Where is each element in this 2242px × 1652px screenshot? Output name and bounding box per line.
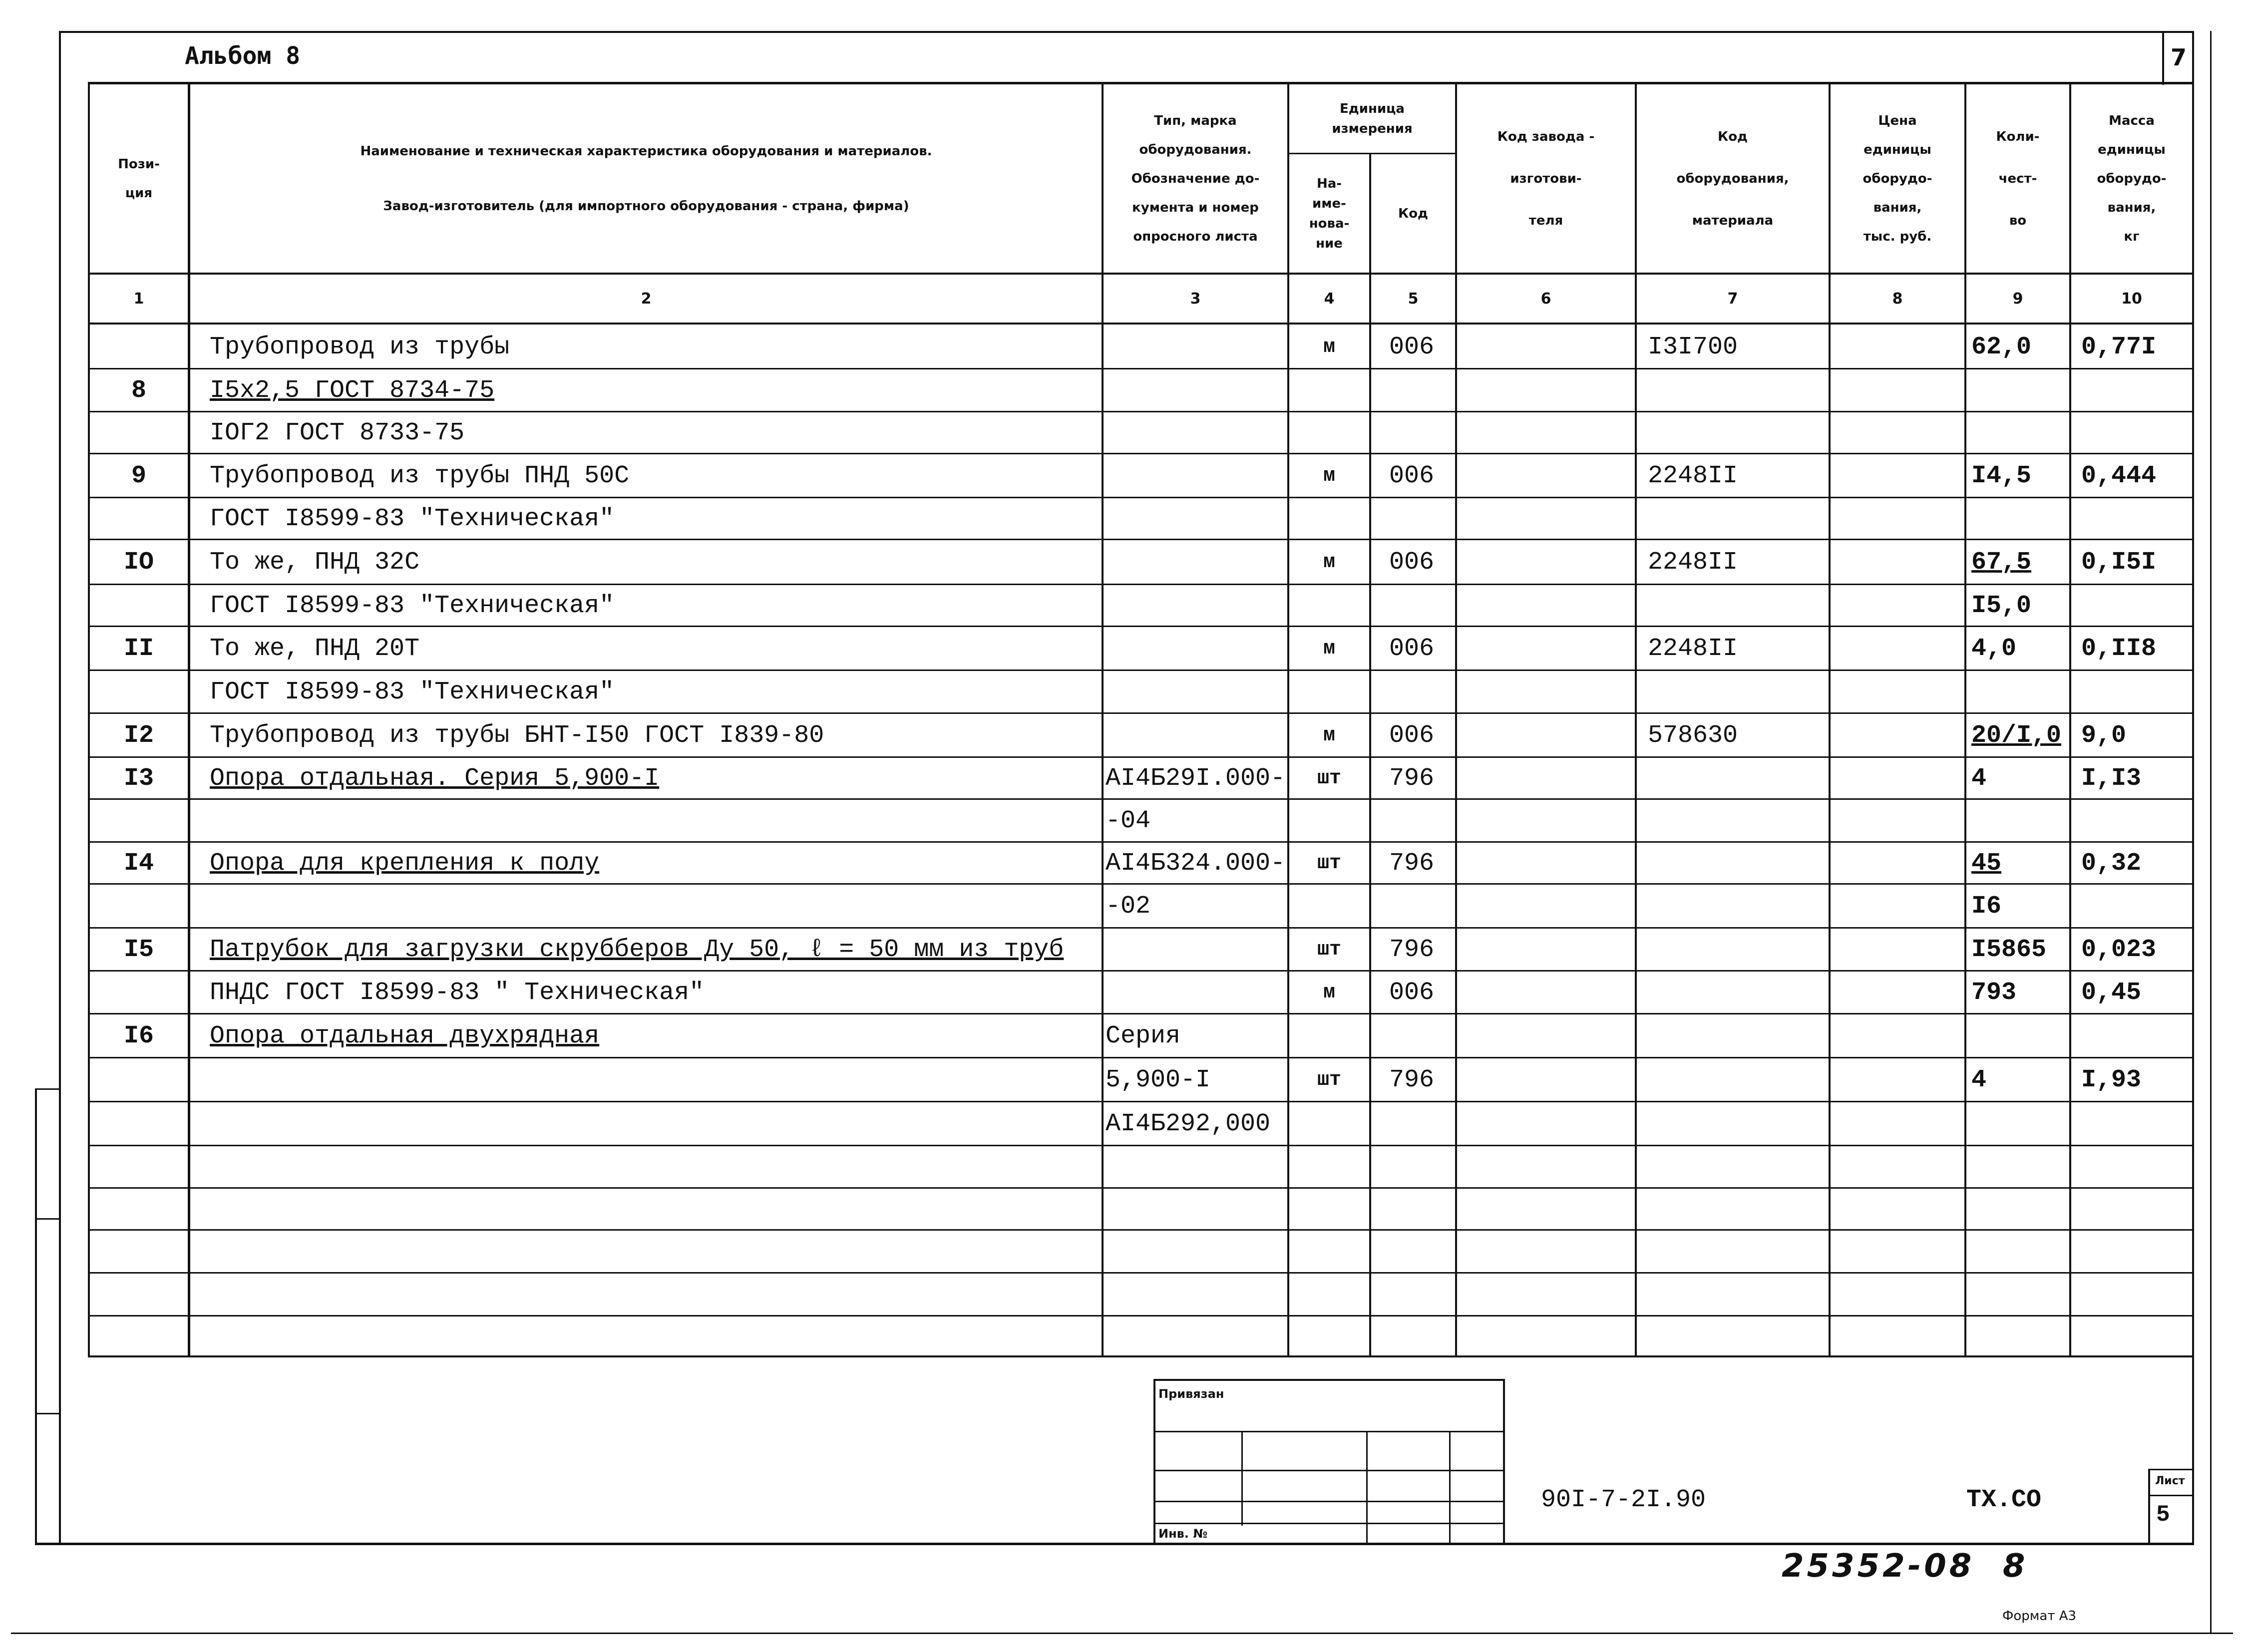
col-line-5: [1455, 82, 1457, 1357]
cell-position: I3: [123, 764, 154, 793]
binding-strip-line: [35, 1088, 37, 1544]
cell-material-code: [1648, 369, 1829, 412]
cell-name: IOГ2 ГОСТ 8733-75: [210, 419, 465, 447]
stamp-row-line: [1153, 1501, 1505, 1502]
cell-type: [1106, 540, 1287, 585]
page-no-box-left: [2162, 31, 2164, 85]
cell-type: AI4Б292,000: [1106, 1110, 1271, 1138]
cell-qty: [1971, 671, 2069, 714]
cell-type: [1106, 972, 1287, 1014]
cell-mass: 0,I5I: [2081, 548, 2157, 577]
cell-qty: [1971, 412, 2069, 454]
cell-name: [210, 800, 1099, 843]
cell-position: [90, 972, 188, 1014]
stamp-row-line: [1153, 1523, 1505, 1524]
cell-unit-code: [1389, 1102, 1455, 1146]
table-bottom-line: [88, 1355, 2192, 1357]
cell-unit: м: [1323, 982, 1335, 1004]
cell-unit-code: [1389, 800, 1455, 843]
cell-type: [1106, 671, 1287, 714]
stamp-col-line: [1366, 1431, 1368, 1545]
col-header-unit-code: Код: [1398, 206, 1429, 221]
col-header-material-code: Код оборудования, материала: [1676, 129, 1789, 228]
cell-name: ГОСТ I8599-83 "Техническая": [210, 678, 615, 706]
cell-name: Опора отдальная двухрядная: [210, 1022, 600, 1050]
cell-qty: I4,5: [1971, 462, 2032, 490]
cell-mass: 9,0: [2081, 721, 2127, 750]
cell-qty: 20/I,0: [1971, 721, 2062, 750]
cell-mass: [2081, 671, 2192, 714]
cell-unit-code: 006: [1389, 721, 1435, 750]
col-num-4: 4: [1324, 290, 1335, 308]
cell-qty: I5,0: [1971, 592, 2032, 620]
cell-type: AI4Б324.000-: [1106, 849, 1286, 878]
cell-unit: [1289, 1102, 1369, 1146]
cell-type: Серия: [1106, 1022, 1181, 1050]
cell-mass: I,I3: [2081, 764, 2142, 793]
cell-name: Трубопровод из трубы: [210, 333, 510, 361]
col-header-unit-name: На- име- нова- ние: [1309, 176, 1350, 251]
cell-mass: 0,45: [2081, 979, 2142, 1007]
cell-mass: [2081, 369, 2192, 412]
page-trim-line: [11, 1633, 2233, 1634]
cell-unit-code: 796: [1389, 1066, 1435, 1094]
cell-type: [1106, 454, 1287, 498]
cell-type: 5,900-I: [1106, 1066, 1211, 1094]
cell-material-code: [1648, 758, 1829, 800]
cell-unit: шт: [1317, 767, 1341, 790]
cell-material-code: 578630: [1648, 721, 1738, 750]
handwritten-archive-number: 25352-08 8: [1782, 1548, 2028, 1585]
cell-unit-code: [1389, 585, 1455, 627]
col-num-10: 10: [2121, 290, 2142, 308]
cell-qty: I6: [1971, 892, 2002, 921]
frame-bottom: [35, 1543, 2194, 1545]
cell-unit: [1289, 498, 1369, 540]
cell-position: I2: [123, 721, 154, 750]
cell-unit: шт: [1317, 852, 1341, 875]
col-header-name: Наименование и техническая характеристика оборудования и материалов. Завод-изготовитель (для импортного оборудования - страна, фирма): [360, 144, 932, 214]
cell-unit: м: [1323, 336, 1335, 358]
cell-type: [1106, 369, 1287, 412]
cell-unit: м: [1323, 724, 1335, 747]
sheet-box-top: [2148, 1469, 2194, 1470]
cell-material-code: [1648, 498, 1829, 540]
cell-name: [210, 1102, 1099, 1146]
cell-unit-code: 006: [1389, 635, 1435, 663]
cell-unit: [1289, 585, 1369, 627]
cell-mass: 0,77I: [2081, 333, 2157, 361]
col-line-6: [1635, 82, 1637, 1357]
cell-type: -02: [1106, 892, 1151, 921]
doc-code: 90I-7-2I.90: [1541, 1486, 1706, 1514]
cell-name: Патрубок для загрузки скрубберов Ду 50, ℓ = 50 мм из труб: [210, 936, 1064, 964]
cell-type: [1106, 412, 1287, 454]
frame-top: [59, 31, 2194, 33]
col-header-maker-code: Код заводa - изготови- теля: [1497, 129, 1595, 228]
cell-unit: м: [1323, 465, 1335, 487]
cell-unit: [1289, 412, 1369, 454]
stamp-col-line: [1241, 1431, 1243, 1526]
stamp-col-line: [1449, 1431, 1451, 1545]
cell-type: [1106, 714, 1287, 758]
cell-mass: [2081, 498, 2192, 540]
doc-mark: ТХ.СО: [1966, 1486, 2042, 1514]
cell-qty: 4,0: [1971, 635, 2017, 663]
cell-position: [90, 412, 188, 454]
empty-row-line: [88, 1272, 2192, 1274]
cell-material-code: [1648, 929, 1829, 972]
cell-material-code: 2248II: [1648, 462, 1738, 490]
cell-name: Трубопровод из трубы БНТ-I50 ГОСТ I839-80: [210, 721, 824, 750]
cell-qty: 4: [1971, 1066, 1987, 1094]
cell-material-code: [1648, 843, 1829, 885]
cell-unit-code: 006: [1389, 548, 1435, 577]
cell-name: ГОСТ I8599-83 "Техническая": [210, 592, 615, 620]
cell-unit-code: [1389, 369, 1455, 412]
col-header-qty: Коли- чест- во: [1996, 129, 2040, 228]
sheet-number: 5: [2156, 1502, 2170, 1528]
cell-position: I5: [123, 936, 154, 964]
col-header-type: Тип, марка оборудования. Обозначение до- кумента и номер опросного листа: [1131, 113, 1260, 244]
empty-row-line: [88, 1187, 2192, 1189]
cell-mass: [2081, 800, 2192, 843]
cell-qty: 67,5: [1971, 548, 2032, 577]
cell-qty: [1971, 369, 2069, 412]
frame-right: [2192, 31, 2194, 1544]
cell-position: [90, 585, 188, 627]
cell-qty: [1971, 498, 2069, 540]
cell-material-code: [1648, 972, 1829, 1014]
cell-name: ПНДС ГОСТ I8599-83 " Техническая": [210, 979, 705, 1007]
cell-position: [90, 1058, 188, 1102]
empty-row-line: [88, 1229, 2192, 1231]
cell-position: 9: [131, 462, 146, 490]
cell-unit-code: [1389, 1014, 1455, 1058]
cell-name: I5x2,5 ГОСТ 8734-75: [210, 376, 495, 405]
table-top-line: [88, 82, 2192, 84]
col-num-2: 2: [641, 290, 652, 308]
cell-position: 8: [131, 376, 146, 405]
cell-material-code: [1648, 1014, 1829, 1058]
cell-material-code: [1648, 585, 1829, 627]
cell-unit-code: [1389, 671, 1455, 714]
cell-material-code: [1648, 671, 1829, 714]
binding-strip-tick: [35, 1218, 61, 1220]
cell-unit-code: [1389, 498, 1455, 540]
cell-type: -04: [1106, 807, 1151, 835]
cell-position: IO: [123, 548, 154, 577]
col-header-mass: Масса единицы оборудо- вания, кг: [2097, 113, 2167, 244]
page-number: 7: [2170, 44, 2187, 71]
cell-unit-code: 796: [1389, 936, 1435, 964]
sheet-label: Лист: [2155, 1475, 2185, 1487]
cell-type: AI4Б29I.000-: [1106, 764, 1286, 793]
cell-mass: [2081, 585, 2192, 627]
col-line-9: [2069, 82, 2071, 1357]
cell-unit: [1289, 369, 1369, 412]
cell-position: [90, 498, 188, 540]
cell-material-code: I3I700: [1648, 333, 1738, 361]
col-header-price: Цена единицы оборудо- вания, тыс. руб.: [1863, 113, 1932, 244]
cell-unit: шт: [1317, 939, 1341, 961]
cell-material-code: [1648, 1102, 1829, 1146]
col-line-1: [188, 82, 190, 1357]
cell-unit: м: [1323, 638, 1335, 660]
cell-mass: 0,023: [2081, 936, 2157, 964]
col-line-2: [1102, 82, 1104, 1357]
col-line-4: [1369, 153, 1371, 1357]
cell-mass: 0,32: [2081, 849, 2142, 878]
cell-type: [1106, 585, 1287, 627]
cell-name: Трубопровод из трубы ПНД 50С: [210, 462, 630, 490]
sheet-box-mid: [2148, 1495, 2194, 1496]
cell-qty: 4: [1971, 764, 1987, 793]
cell-name: Опора отдальная. Серия 5,900-I: [210, 764, 660, 793]
cell-material-code: [1648, 1058, 1829, 1102]
stamp-inv-label: Инв. №: [1158, 1527, 1208, 1541]
stamp-row-line: [1153, 1431, 1505, 1432]
cell-qty: I5865: [1971, 936, 2047, 964]
cell-material-code: 2248II: [1648, 548, 1738, 577]
cell-position: [90, 885, 188, 929]
cell-unit-code: 006: [1389, 979, 1435, 1007]
col-num-5: 5: [1408, 290, 1419, 308]
col-num-6: 6: [1540, 290, 1551, 308]
cell-position: [90, 671, 188, 714]
cell-mass: I,93: [2081, 1066, 2142, 1094]
cell-type: [1106, 929, 1287, 972]
cell-material-code: [1648, 412, 1829, 454]
cell-qty: [1971, 1102, 2069, 1146]
stamp-row-line: [1153, 1470, 1505, 1471]
cell-material-code: [1648, 885, 1829, 929]
col-header-unit-group: Единица измерения: [1332, 101, 1413, 136]
stamp-top-line: [1153, 1379, 1505, 1381]
cell-qty: 793: [1971, 979, 2017, 1007]
cell-position: I6: [123, 1022, 154, 1050]
col-num-1: 1: [133, 290, 144, 308]
cell-name: То же, ПНД 20Т: [210, 635, 420, 663]
cell-type: [1106, 498, 1287, 540]
cell-name: Опора для крепления к полу: [210, 849, 600, 878]
cell-unit: [1289, 885, 1369, 929]
col-num-3: 3: [1190, 290, 1201, 308]
cell-unit: шт: [1317, 1069, 1341, 1091]
col-line-8: [1964, 82, 1966, 1357]
col-header-position: Пози- ция: [118, 157, 160, 201]
stamp-applied-label: Привязан: [1158, 1387, 1224, 1401]
stamp-divider: [1503, 1379, 1505, 1545]
sheet-box-left: [2148, 1469, 2150, 1545]
cell-position: [90, 800, 188, 843]
cell-unit-code: 006: [1389, 333, 1435, 361]
cell-unit-code: 796: [1389, 849, 1435, 878]
cell-qty: [1971, 800, 2069, 843]
col-line-7: [1829, 82, 1831, 1357]
frame-left: [59, 31, 61, 1544]
cell-unit: м: [1323, 551, 1335, 574]
numbers-row-line: [88, 323, 2192, 325]
cell-qty: 62,0: [1971, 333, 2032, 361]
cell-unit: [1289, 1014, 1369, 1058]
cell-name: ГОСТ I8599-83 "Техническая": [210, 505, 615, 533]
cell-type: [1106, 627, 1287, 671]
cell-mass: 0,444: [2081, 462, 2157, 490]
cell-unit-code: [1389, 412, 1455, 454]
cell-material-code: [1648, 800, 1829, 843]
col-num-7: 7: [1727, 290, 1738, 308]
cell-unit: [1289, 671, 1369, 714]
cell-mass: [2081, 885, 2192, 929]
page-right-trim: [2210, 31, 2212, 1633]
col-num-8: 8: [1892, 290, 1903, 308]
cell-position: [90, 1102, 188, 1146]
format-label: Формат А3: [2002, 1609, 2077, 1624]
cell-name: [210, 1058, 1099, 1102]
cell-mass: [2081, 412, 2192, 454]
cell-unit-code: 796: [1389, 764, 1435, 793]
binding-strip-tick: [35, 1088, 61, 1090]
cell-position: I4: [123, 849, 154, 878]
cell-position: II: [123, 635, 154, 663]
cell-unit: [1289, 800, 1369, 843]
cell-name: [210, 885, 1099, 929]
cell-mass: [2081, 1014, 2192, 1058]
cell-unit-code: 006: [1389, 462, 1435, 490]
cell-unit-code: [1389, 885, 1455, 929]
col-num-9: 9: [2012, 290, 2023, 308]
binding-strip-tick: [35, 1413, 61, 1414]
cell-qty: 45: [1971, 849, 2002, 878]
cell-qty: [1971, 1014, 2069, 1058]
cell-name: То же, ПНД 32С: [210, 548, 420, 577]
cell-mass: [2081, 1102, 2192, 1146]
empty-row-line: [88, 1315, 2192, 1317]
stamp-left-line: [1153, 1379, 1155, 1545]
cell-position: [90, 326, 188, 369]
cell-type: [1106, 326, 1287, 369]
cell-mass: 0,II8: [2081, 635, 2157, 663]
album-title: Альбом 8: [185, 42, 301, 70]
unit-group-line: [1287, 153, 1457, 154]
cell-material-code: 2248II: [1648, 635, 1738, 663]
